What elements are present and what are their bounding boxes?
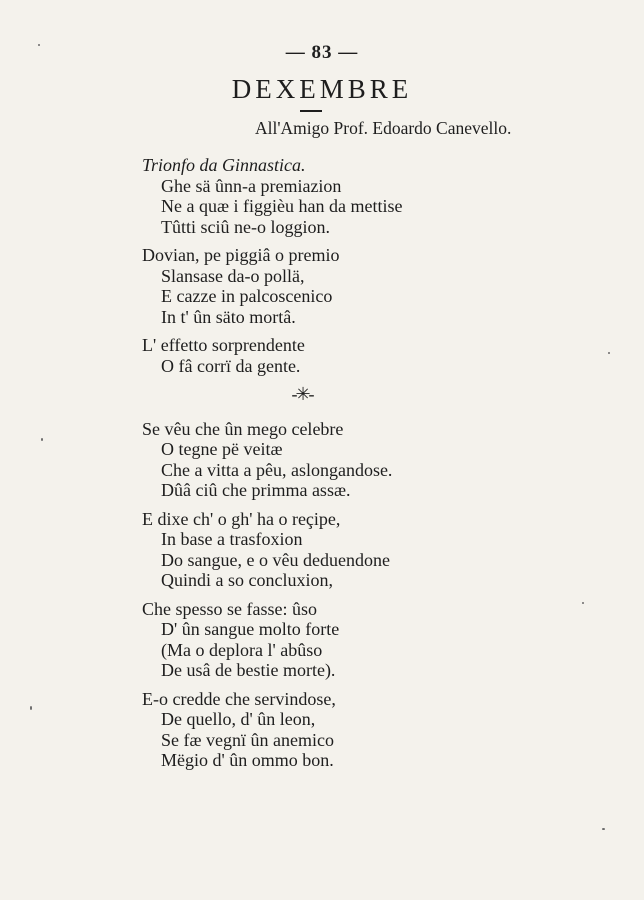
poem-line: In base a trasfoxion — [161, 529, 303, 549]
stanza — [142, 689, 602, 771]
poem-line: De usâ de bestie morte). — [161, 660, 336, 680]
poem-line: Se vêu che ûn mego celebre — [142, 418, 344, 439]
stanza — [142, 155, 602, 237]
stanza — [142, 599, 602, 681]
poem-line: Tûtti sciû ne-o loggion. — [161, 216, 330, 237]
poem-line: E dixe ch' o gh' ha o reçipe, — [142, 508, 341, 529]
scan-speck — [602, 828, 605, 830]
poem-line: In t' ûn säto mortâ. — [161, 306, 296, 327]
scan-speck — [38, 44, 40, 46]
poem-line: E-o credde che servindose, — [142, 688, 336, 709]
stanza — [142, 509, 602, 591]
ornament-divider: -✳- — [291, 384, 313, 404]
poem-line: Quindi a so concluxion, — [161, 570, 333, 590]
poem-line: Slansase da-o pollä, — [161, 265, 305, 286]
poem-line: Che a vitta a pêu, aslongandose. — [161, 459, 393, 480]
scan-speck — [41, 438, 43, 441]
poem-line: Dovian, pe piggiâ o premio — [142, 245, 340, 265]
poem-line: Ghe sä ûnn-a premiazion — [161, 175, 342, 196]
poem-line: L' effetto sorprendente — [142, 335, 305, 355]
title-rule — [300, 110, 322, 112]
poem-line: Mëgio d' ûn ommo bon. — [161, 750, 334, 770]
poem-subtitle: Trionfo da Ginnastica. — [142, 155, 306, 175]
poem-line: Dûâ ciû che primma assæ. — [161, 480, 351, 500]
page-number: — 83 — — [285, 42, 359, 63]
dedication: All'Amigo Prof. Edoardo Canevello. — [255, 118, 512, 138]
poem-line: O fâ corrï da gente. — [161, 355, 301, 376]
poem-body — [142, 155, 602, 779]
scan-speck — [582, 602, 584, 604]
stanza — [142, 245, 602, 327]
poem-line: E cazze in palcoscenico — [161, 286, 333, 306]
stanza — [142, 419, 602, 501]
scan-speck — [30, 706, 32, 710]
poem-line: Che spesso se fasse: ûso — [142, 598, 317, 619]
poem-line: Ne a quæ i figgièu han da mettise — [161, 196, 403, 216]
poem-line: De quello, d' ûn leon, — [161, 709, 316, 729]
poem-line: Se fæ vegnï ûn anemico — [161, 729, 334, 750]
scan-speck — [608, 352, 610, 354]
stanza — [142, 335, 602, 376]
page-title: DEXEMBRE — [231, 74, 413, 104]
poem-line: D' ûn sangue molto forte — [161, 619, 340, 639]
poem-line: O tegne pë veitæ — [161, 439, 283, 459]
poem-line: (Ma o deplora l' abûso — [161, 639, 323, 660]
poem-line: Do sangue, e o vêu deduendone — [161, 549, 390, 570]
